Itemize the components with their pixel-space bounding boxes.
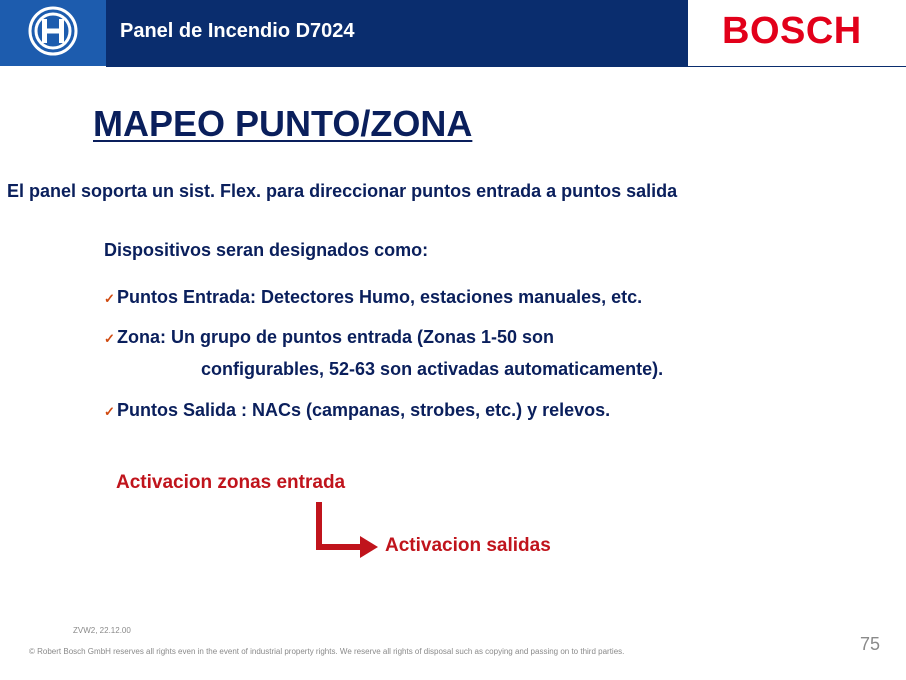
logo-box xyxy=(0,0,106,66)
outputs-activation-label: Activacion salidas xyxy=(385,535,551,556)
checkmark-icon: ✓ xyxy=(104,404,115,419)
bullet-text: Puntos Entrada: Detectores Humo, estaciones manuales, etc. xyxy=(117,287,643,307)
copyright-notice: © Robert Bosch GmbH reserves all rights even in the event of industrial property rights. We reserve all rights of disposal such as copying and passing on to third parties. xyxy=(29,647,625,656)
input-zones-activation-label: Activacion zonas entrada xyxy=(116,472,346,493)
brand-logo-text: BOSCH xyxy=(722,10,862,52)
footer-meta: ZVW2, 22.12.00 xyxy=(73,626,131,635)
bullet-zone xyxy=(104,322,663,384)
header-divider xyxy=(106,66,906,67)
page-number: 75 xyxy=(860,634,881,654)
bullet-text: Zona: Un grupo de puntos entrada (Zonas 1-50 son xyxy=(117,327,555,347)
bullet-text: Puntos Salida : NACs (campanas, strobes, etc.) y relevos. xyxy=(117,400,611,420)
panel-title: Panel de Incendio D7024 xyxy=(120,20,355,42)
slide-header xyxy=(0,0,906,66)
intro-text: El panel soporta un sist. Flex. para direccionar puntos entrada a puntos salida xyxy=(7,181,678,201)
checkmark-icon: ✓ xyxy=(104,331,115,346)
bullet-output-points xyxy=(104,395,610,427)
devices-heading: Dispositivos seran designados como: xyxy=(104,240,429,260)
bullet-input-points xyxy=(104,282,642,314)
bullet-text-continued: configurables, 52-63 son activadas automaticamente). xyxy=(201,359,664,379)
bosch-armature-logo-icon xyxy=(27,5,79,57)
checkmark-icon: ✓ xyxy=(104,291,115,306)
slide-title: MAPEO PUNTO/ZONA xyxy=(93,103,473,144)
down-right-arrow-icon xyxy=(312,500,382,570)
